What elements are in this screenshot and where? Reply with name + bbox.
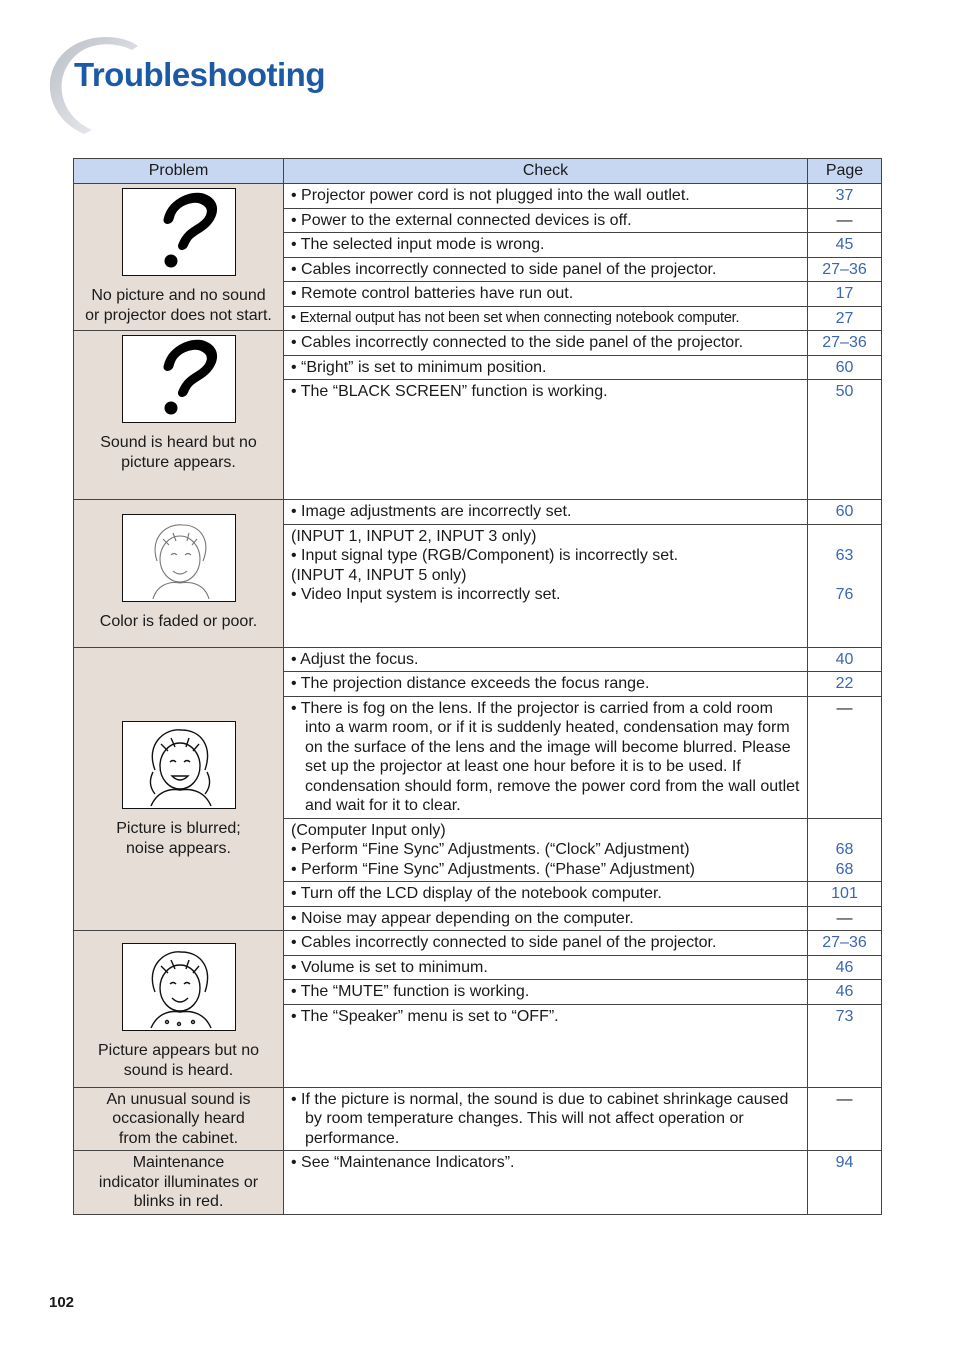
page-link[interactable]: 27–36 — [808, 931, 882, 956]
table-header-row — [74, 159, 882, 184]
problem-label-line: sound is heard. — [123, 1061, 234, 1079]
check-cell: • The selected input mode is wrong. — [284, 233, 808, 258]
check-cell: • The projection distance exceeds the focus range. — [284, 672, 808, 697]
table-row — [74, 1151, 882, 1215]
page-spacer — [815, 566, 874, 586]
page-ref: — — [808, 696, 882, 818]
check-cell: • Turn off the LCD display of the notebook computer. — [284, 882, 808, 907]
problem-label-line: No picture and no sound — [91, 287, 266, 304]
problem-label-line: Picture is blurred; — [116, 820, 241, 838]
check-cell: • Cables incorrectly connected to the side panel of the projector. — [284, 331, 808, 356]
girl-picture-icon — [122, 943, 236, 1031]
check-line: • Perform “Fine Sync” Adjustments. (“Clock” Adjustment) — [291, 841, 690, 858]
table-row — [74, 500, 882, 525]
check-cell: • If the picture is normal, the sound is due to cabinet shrinkage caused by room temperature changes. This will not affect operation or performance. — [284, 1087, 808, 1151]
check-cell: • Projector power cord is not plugged into the wall outlet. — [284, 184, 808, 209]
check-cell: • External output has not been set when connecting notebook computer. — [284, 306, 808, 331]
check-cell: • The “BLACK SCREEN” function is working. — [284, 380, 808, 500]
check-line: (INPUT 1, INPUT 2, INPUT 3 only) — [291, 527, 537, 545]
check-line: (Computer Input only) — [291, 821, 446, 839]
page-link[interactable]: 68 — [835, 860, 854, 878]
page-link[interactable]: 27 — [808, 306, 882, 331]
page-link[interactable]: 60 — [808, 500, 882, 525]
page-link[interactable]: 46 — [808, 980, 882, 1005]
problem-label-line: occasionally heard — [112, 1110, 245, 1127]
check-cell: • There is fog on the lens. If the projector is carried from a cold room into a warm room, or if it is suddenly heated, condensation may form on the surface of the lens and the image will become blurred. Please set up the projector at least one hour before it is to be used. If condensation should form, remove the power cord from the wall outlet and wait for it to clear. — [284, 696, 808, 818]
check-cell: • Image adjustments are incorrectly set. — [284, 500, 808, 525]
problem-label-line: Maintenance — [132, 1154, 225, 1171]
page-ref: — — [808, 906, 882, 931]
blurred-girl-picture-icon — [122, 721, 236, 809]
check-cell: • Cables incorrectly connected to side panel of the projector. — [284, 931, 808, 956]
check-cell: • Noise may appear depending on the computer. — [284, 906, 808, 931]
page-link[interactable]: 101 — [808, 882, 882, 907]
check-cell: • Volume is set to minimum. — [284, 955, 808, 980]
problem-label-line: or projector does not start. — [85, 306, 272, 324]
check-cell — [284, 818, 808, 882]
problem-cell — [74, 1087, 284, 1151]
page-link[interactable]: 50 — [808, 380, 882, 500]
problem-label-line: Picture appears but no — [98, 1042, 259, 1059]
page-spacer — [815, 821, 874, 841]
problem-cell — [74, 1151, 284, 1215]
check-cell: • Adjust the focus. — [284, 647, 808, 672]
problem-cell — [74, 500, 284, 648]
check-line: • Video Input system is incorrectly set. — [291, 586, 561, 603]
page-link[interactable]: 17 — [808, 282, 882, 307]
troubleshooting-table — [73, 158, 882, 1215]
page-link[interactable]: 45 — [808, 233, 882, 258]
problem-cell — [74, 647, 284, 931]
check-line: • Input signal type (RGB/Component) is incorrectly set. — [291, 547, 679, 564]
problem-label-line: Color is faded or poor. — [99, 613, 258, 630]
problem-cell — [74, 331, 284, 500]
table-row — [74, 184, 882, 209]
check-cell: • Remote control batteries have run out. — [284, 282, 808, 307]
problem-cell — [74, 931, 284, 1088]
page-link[interactable]: 94 — [808, 1151, 882, 1215]
page-link[interactable]: 27–36 — [808, 331, 882, 356]
problem-cell — [74, 184, 284, 331]
check-cell: • Cables incorrectly connected to side panel of the projector. — [284, 257, 808, 282]
check-cell: • “Bright” is set to minimum position. — [284, 355, 808, 380]
page-link[interactable]: 76 — [835, 586, 854, 603]
page-link[interactable]: 22 — [808, 672, 882, 697]
header-problem: Problem — [74, 159, 284, 184]
problem-label-line: from the cabinet. — [118, 1129, 239, 1147]
header-check: Check — [284, 159, 808, 184]
problem-label-line: noise appears. — [126, 839, 231, 857]
check-cell: • See “Maintenance Indicators”. — [284, 1151, 808, 1215]
problem-label-line: An unusual sound is — [106, 1090, 251, 1108]
page-cell — [808, 818, 882, 882]
problem-label-line: blinks in red. — [133, 1193, 224, 1210]
page-link[interactable]: 37 — [808, 184, 882, 209]
check-line: • Perform “Fine Sync” Adjustments. (“Phase” Adjustment) — [291, 860, 695, 878]
page-ref: — — [808, 208, 882, 233]
page-link[interactable]: 46 — [808, 955, 882, 980]
page-ref: — — [808, 1087, 882, 1151]
check-cell — [284, 524, 808, 647]
page-link[interactable]: 63 — [835, 547, 854, 564]
problem-label-line: picture appears. — [121, 453, 236, 471]
page-title: Troubleshooting — [74, 56, 325, 93]
table-row — [74, 1087, 882, 1151]
table-row — [74, 647, 882, 672]
page-spacer — [815, 527, 874, 547]
header-page: Page — [808, 159, 882, 184]
faded-girl-picture-icon — [122, 514, 236, 602]
question-mark-icon — [122, 188, 236, 276]
page-link[interactable]: 60 — [808, 355, 882, 380]
page-link[interactable]: 40 — [808, 647, 882, 672]
page-link[interactable]: 27–36 — [808, 257, 882, 282]
check-cell: • The “Speaker” menu is set to “OFF”. — [284, 1004, 808, 1087]
problem-label-line: indicator illuminates or — [98, 1173, 259, 1191]
check-cell: • Power to the external connected devices is off. — [284, 208, 808, 233]
question-mark-icon — [122, 335, 236, 423]
page-link[interactable]: 73 — [808, 1004, 882, 1087]
check-cell: • The “MUTE” function is working. — [284, 980, 808, 1005]
table-row — [74, 931, 882, 956]
table-row — [74, 331, 882, 356]
page-cell — [808, 524, 882, 647]
problem-label-line: Sound is heard but no — [100, 434, 257, 451]
page-link[interactable]: 68 — [835, 841, 854, 858]
page-number: 102 — [49, 1294, 75, 1311]
check-line: (INPUT 4, INPUT 5 only) — [291, 566, 467, 584]
